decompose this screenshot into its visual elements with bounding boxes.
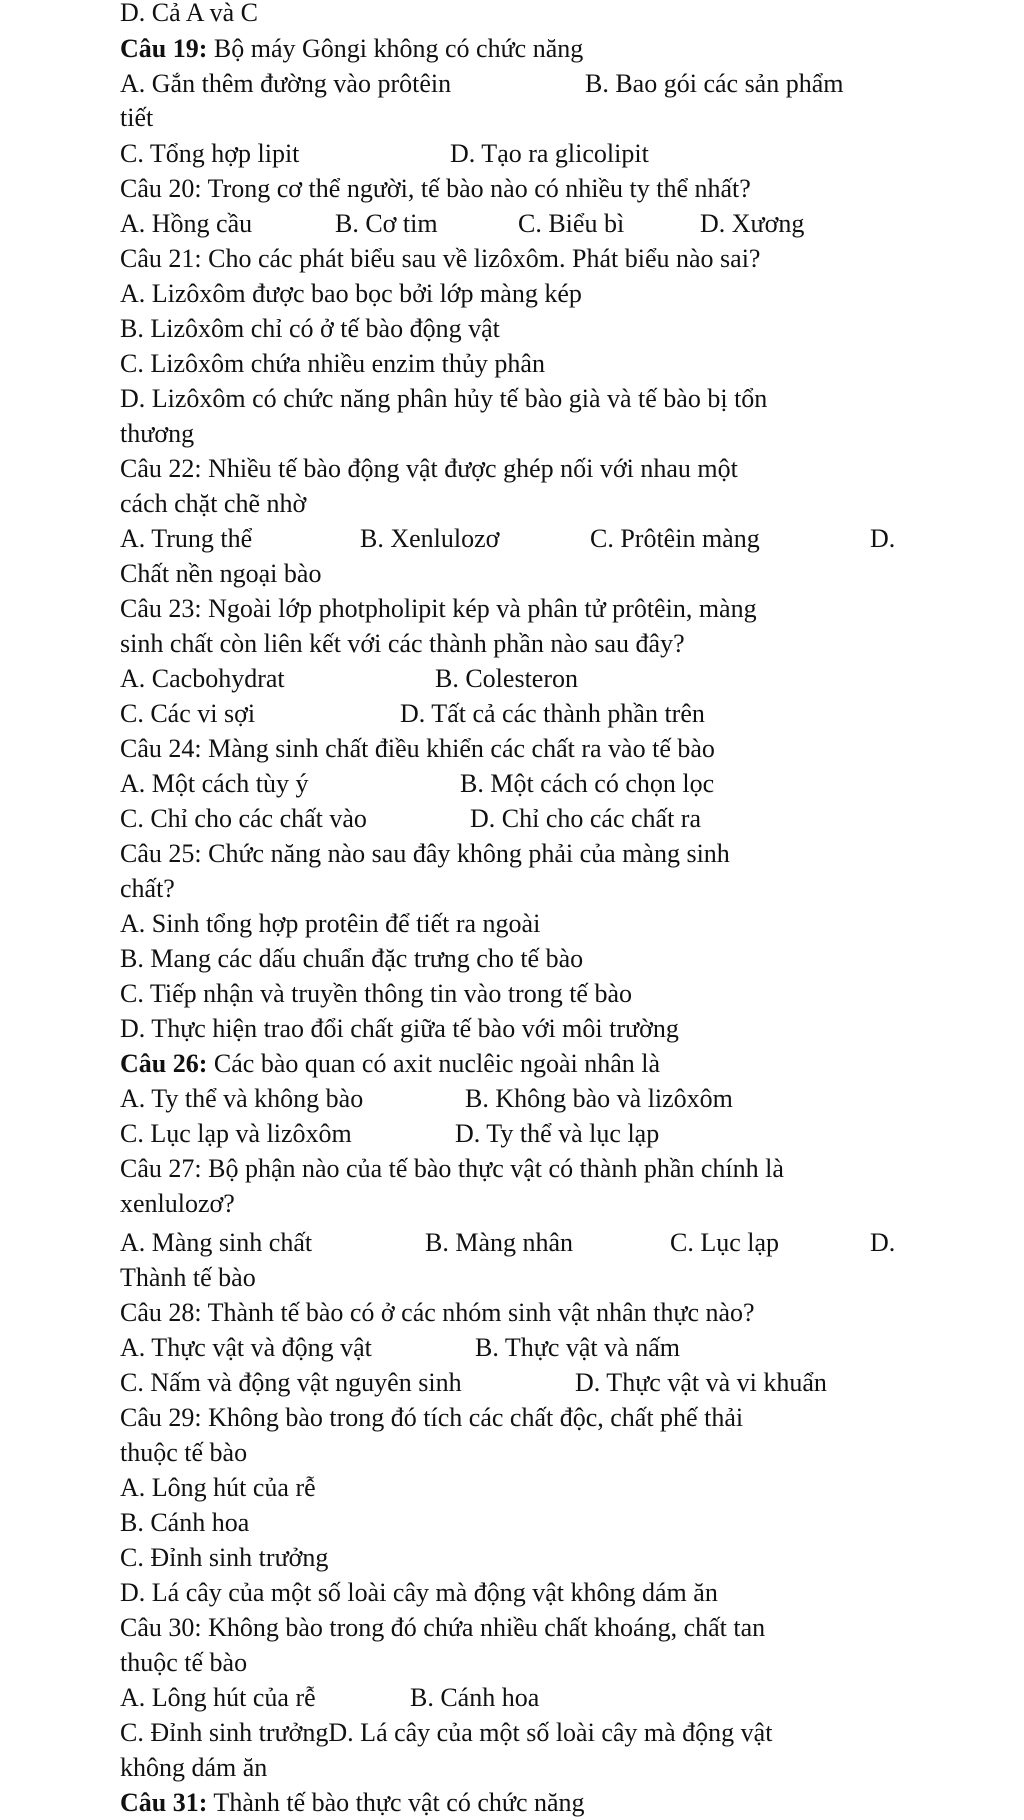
options-line: [120, 1681, 924, 1715]
option-line: [120, 1541, 924, 1575]
option-d: D. Tất cả các thành phần trên: [400, 699, 705, 728]
option-line: [120, 347, 924, 381]
question-29: [120, 1401, 924, 1435]
line-text: không dám ăn: [120, 1753, 268, 1782]
option-a: A. Ty thể và không bào: [120, 1084, 364, 1113]
answer-line: [120, 0, 924, 30]
options-line: [120, 137, 924, 171]
option-line: [120, 312, 924, 346]
line: [120, 1187, 924, 1221]
options-line: [120, 1117, 924, 1151]
option-a: A. Trung thể: [120, 524, 253, 553]
option-a: A. Màng sinh chất: [120, 1228, 313, 1257]
line: [120, 101, 924, 135]
line-text: tiết: [120, 103, 154, 132]
option-line: [120, 1576, 924, 1610]
option-c: C. Tiếp nhận và truyền thông tin vào trong tế bào: [120, 979, 633, 1008]
line-text: Chất nền ngoại bào: [120, 559, 322, 588]
question-31: [120, 1786, 924, 1820]
option-b: B. Cánh hoa: [120, 1508, 250, 1537]
options-line: [120, 1226, 924, 1260]
question-number: Câu 19:: [120, 34, 208, 63]
option-a: A. Cacbohydrat: [120, 664, 285, 693]
question-19: [120, 32, 924, 66]
line-text: D. Cả A và C: [120, 0, 258, 27]
line: [120, 1436, 924, 1470]
option-a: A. Lizôxôm được bao bọc bởi lớp màng kép: [120, 279, 582, 308]
question-27: [120, 1152, 924, 1186]
line: [120, 1646, 924, 1680]
option-b: B. Xenlulozơ: [360, 524, 500, 553]
option-line: [120, 382, 924, 416]
line: [120, 872, 924, 906]
question-number: Câu 26:: [120, 1049, 208, 1078]
option-c: C. Lục lạp: [670, 1228, 780, 1257]
option-b: B. Mang các dấu chuẩn đặc trưng cho tế bào: [120, 944, 584, 973]
question-text: Câu 20: Trong cơ thể người, tế bào nào có nhiều ty thể nhất?: [120, 174, 751, 203]
option-c-d: C. Đỉnh sinh trưởngD. Lá cây của một số loài cây mà động vật: [120, 1718, 773, 1747]
option-d: D. Tạo ra glicolipit: [450, 139, 649, 168]
option-c: C. Biểu bì: [518, 209, 625, 238]
option-b: B. Không bào và lizôxôm: [465, 1084, 733, 1113]
line-text: thuộc tế bào: [120, 1648, 248, 1677]
line: [120, 1751, 924, 1785]
option-line: [120, 277, 924, 311]
option-line: [120, 942, 924, 976]
option-a: A. Một cách tùy ý: [120, 769, 309, 798]
line-text: chất?: [120, 874, 175, 903]
option-c: C. Các vi sợi: [120, 699, 256, 728]
option-line: [120, 1471, 924, 1505]
options-line: [120, 697, 924, 731]
option-c: C. Prôtêin màng: [590, 524, 760, 553]
question-number: Câu 31:: [120, 1788, 208, 1817]
option-b: B. Màng nhân: [425, 1228, 574, 1257]
option-line: [120, 1506, 924, 1540]
line: [120, 627, 924, 661]
question-text: Câu 21: Cho các phát biểu sau về lizôxôm. Phát biểu nào sai?: [120, 244, 761, 273]
option-line: [120, 907, 924, 941]
option-d-label: D.: [870, 1228, 896, 1257]
question-22: [120, 452, 924, 486]
option-a: A. Lông hút của rễ: [120, 1473, 316, 1502]
question-23: [120, 592, 924, 626]
option-a: A. Thực vật và động vật: [120, 1333, 372, 1362]
option-b: B. Thực vật và nấm: [475, 1333, 680, 1362]
question-text: Câu 22: Nhiều tế bào động vật được ghép nối với nhau một: [120, 454, 738, 483]
options-line: [120, 67, 924, 101]
question-25: [120, 837, 924, 871]
option-b: B. Cơ tim: [335, 209, 438, 238]
option-a: A. Sinh tổng hợp protêin để tiết ra ngoài: [120, 909, 541, 938]
option-a: A. Lông hút của rễ: [120, 1683, 316, 1712]
question-21: [120, 242, 924, 276]
question-text: Câu 25: Chức năng nào sau đây không phải của màng sinh: [120, 839, 730, 868]
question-text: Câu 30: Không bào trong đó chứa nhiều chất khoáng, chất tan: [120, 1613, 766, 1642]
option-d: D. Xương: [700, 209, 805, 238]
option-b: B. Một cách có chọn lọc: [460, 769, 715, 798]
option-d: D. Thực vật và vi khuẩn: [575, 1368, 827, 1397]
option-d: D. Ty thể và lục lạp: [455, 1119, 660, 1148]
option-d: D. Lá cây của một số loài cây mà động vật không dám ăn: [120, 1578, 718, 1607]
option-d: D. Lizôxôm có chức năng phân hủy tế bào già và tế bào bị tổn: [120, 384, 768, 413]
line: [120, 1261, 924, 1295]
question-text: Các bào quan có axit nuclêic ngoài nhân là: [207, 1049, 661, 1078]
line-text: thuộc tế bào: [120, 1438, 248, 1467]
question-text: Câu 23: Ngoài lớp photpholipit kép và phân tử prôtêin, màng: [120, 594, 757, 623]
question-30: [120, 1611, 924, 1645]
options-line: [120, 802, 924, 836]
options-line: [120, 207, 924, 241]
option-c: C. Chỉ cho các chất vào: [120, 804, 367, 833]
options-line: [120, 662, 924, 696]
option-a: A. Hồng cầu: [120, 209, 253, 238]
line: [120, 487, 924, 521]
options-line: [120, 1082, 924, 1116]
option-line: [120, 1716, 924, 1750]
question-text: Thành tế bào thực vật có chức năng: [207, 1788, 585, 1817]
question-28: [120, 1296, 924, 1330]
option-line: [120, 1012, 924, 1046]
options-line: [120, 522, 924, 556]
option-a: A. Gắn thêm đường vào prôtêin: [120, 69, 452, 98]
option-b: B. Colesteron: [435, 664, 578, 693]
question-text: Câu 27: Bộ phận nào của tế bào thực vật có thành phần chính là: [120, 1154, 784, 1183]
option-d-label: D.: [870, 524, 896, 553]
option-b: B. Cánh hoa: [410, 1683, 540, 1712]
option-c: C. Nấm và động vật nguyên sinh: [120, 1368, 462, 1397]
question-text: Câu 29: Không bào trong đó tích các chất độc, chất phế thải: [120, 1403, 744, 1432]
line: [120, 557, 924, 591]
option-c: C. Đỉnh sinh trưởng: [120, 1543, 329, 1572]
option-c: C. Lizôxôm chứa nhiều enzim thủy phân: [120, 349, 545, 378]
option-b: B. Bao gói các sản phẩm: [585, 69, 844, 98]
option-line: [120, 977, 924, 1011]
question-20: [120, 172, 924, 206]
line-text: cách chặt chẽ nhờ: [120, 489, 307, 518]
options-line: [120, 1331, 924, 1365]
line-text: sinh chất còn liên kết với các thành phần nào sau đây?: [120, 629, 685, 658]
question-26: [120, 1047, 924, 1081]
line-text: thương: [120, 419, 195, 448]
question-24: [120, 732, 924, 766]
question-text: Câu 28: Thành tế bào có ở các nhóm sinh vật nhân thực nào?: [120, 1298, 755, 1327]
question-text: Bộ máy Gôngi không có chức năng: [207, 34, 584, 63]
option-c: C. Tổng hợp lipit: [120, 139, 300, 168]
options-line: [120, 767, 924, 801]
line-text: Thành tế bào: [120, 1263, 256, 1292]
line: [120, 417, 924, 451]
option-c: C. Lục lạp và lizôxôm: [120, 1119, 352, 1148]
options-line: [120, 1366, 924, 1400]
option-d: D. Chỉ cho các chất ra: [470, 804, 702, 833]
question-text: Câu 24: Màng sinh chất điều khiển các chất ra vào tế bào: [120, 734, 715, 763]
line-text: xenlulozơ?: [120, 1189, 235, 1218]
option-b: B. Lizôxôm chỉ có ở tế bào động vật: [120, 314, 500, 343]
option-d: D. Thực hiện trao đổi chất giữa tế bào với môi trường: [120, 1014, 679, 1043]
